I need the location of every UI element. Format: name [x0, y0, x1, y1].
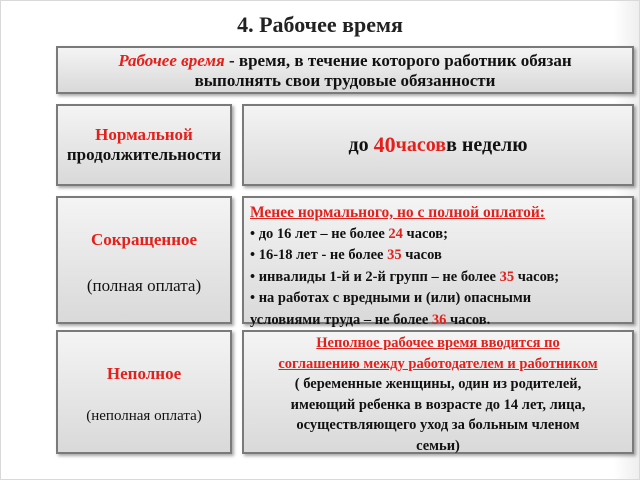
definition-box	[56, 46, 634, 94]
reduced-item: • до 16 лет – не более 24 часов;	[250, 225, 448, 242]
partial-body-line: осуществляющего уход за больным членом	[296, 417, 580, 433]
reduced-item: условиями труда – не более 36 часов.	[250, 311, 491, 328]
normal-value-box	[242, 104, 634, 186]
normal-text-before: до	[348, 133, 369, 156]
partial-label-box	[56, 330, 232, 454]
partial-details-box	[242, 330, 634, 454]
partial-label-note: (неполная оплата)	[86, 408, 202, 424]
definition-term: Рабочее время	[118, 51, 225, 70]
reduced-label-note: (полная оплата)	[86, 276, 202, 295]
reduced-item: • 16-18 лет - не более 35 часов	[250, 247, 442, 263]
normal-label-red: Нормальной	[95, 125, 193, 144]
partial-body-line: имеющий ребенка в возрасте до 14 лет, лица,	[290, 396, 586, 413]
normal-label-box	[56, 104, 232, 186]
reduced-details-box	[242, 196, 634, 328]
reduced-heading: Менее нормального, но с полной оплатой:	[250, 204, 545, 221]
reduced-label-red: Сокращенное	[90, 230, 198, 249]
partial-label-red: Неполное	[106, 364, 182, 383]
normal-label-black: продолжительности	[66, 145, 222, 164]
normal-hours-unit: часов	[395, 133, 447, 156]
definition-line-1	[58, 51, 632, 71]
partial-heading-line-1: Неполное рабочее время вводится по	[316, 335, 560, 351]
normal-text-after: в неделю	[446, 133, 528, 156]
normal-hours: 40	[373, 132, 396, 157]
partial-body-line: ( беременные женщины, один из родителей,	[294, 376, 582, 392]
reduced-item: • инвалиды 1-й и 2-й групп – не более 35 часов;	[250, 268, 560, 285]
definition-line-2: выполнять свои трудовые обязанности	[194, 71, 496, 90]
reduced-item: • на работах с вредными и (или) опасными	[250, 290, 532, 306]
reduced-label-box	[56, 196, 232, 324]
partial-heading-line-2: соглашению между работодателем и работником	[278, 355, 598, 372]
definition-rest: - время, в течение которого работник обязан	[224, 51, 572, 70]
slide-title: 4. Рабочее время	[237, 12, 403, 37]
partial-body-line: семьи)	[416, 437, 460, 454]
